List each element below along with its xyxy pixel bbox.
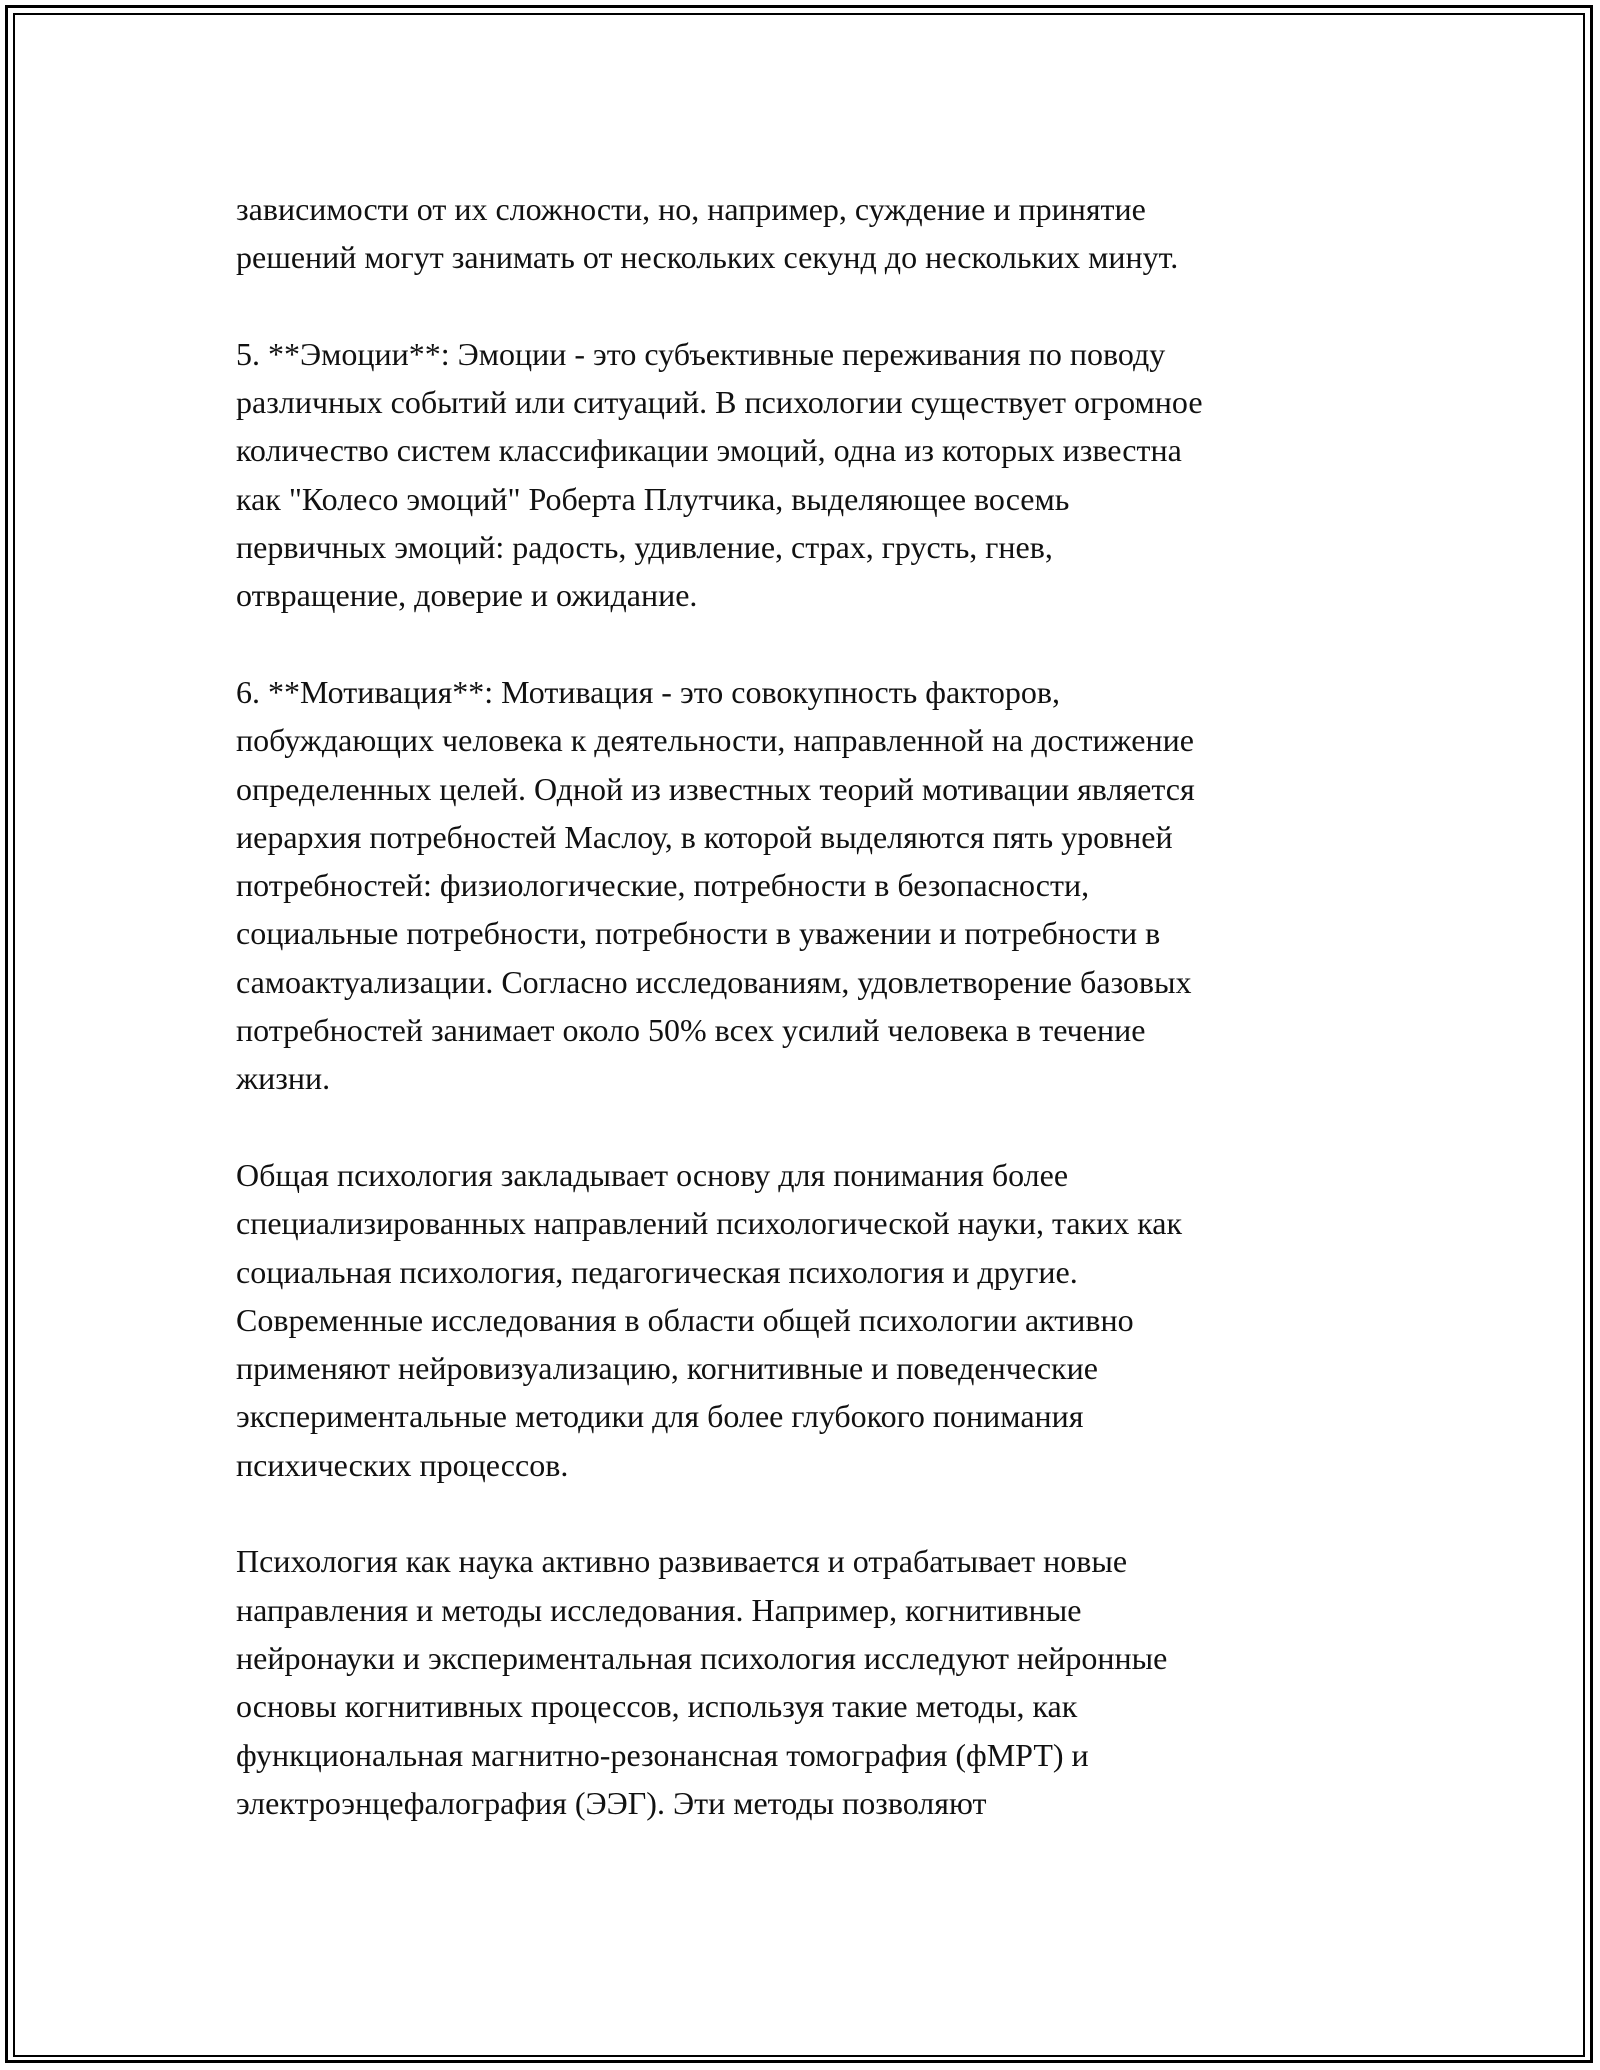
text-line: специализированных направлений психологической науки, таких как xyxy=(236,1205,1183,1242)
text-line: первичных эмоций: радость, удивление, страх, грусть, гнев, xyxy=(236,529,1053,566)
text-line: зависимости от их сложности, но, например, суждение и принятие xyxy=(236,191,1146,227)
text-line: Общая психология закладывает основу для понимания более xyxy=(236,1156,1069,1193)
text-line: побуждающих человека к деятельности, направленной на достижение xyxy=(236,722,1194,759)
text-line: электроэнцефалография (ЭЭГ). Эти методы позволяют xyxy=(236,1784,987,1821)
text-line: потребностей занимает около 50% всех усилий человека в течение xyxy=(236,1012,1146,1049)
text-line: жизни. xyxy=(236,1060,331,1097)
text-line: отвращение, доверие и ожидание. xyxy=(236,577,698,614)
text-line: функциональная магнитно-резонансная томография (фМРТ) и xyxy=(236,1736,1089,1773)
text-line: самоактуализации. Согласно исследованиям, удовлетворение базовых xyxy=(236,963,1192,1000)
text-line: основы когнитивных процессов, используя такие методы, как xyxy=(236,1688,1078,1725)
text-line: определенных целей. Одной из известных теорий мотивации является xyxy=(236,770,1195,807)
text-line: потребностей: физиологические, потребности в безопасности, xyxy=(236,867,1090,904)
text-line: как "Колесо эмоций" Роберта Плутчика, выделяющее восемь xyxy=(236,480,1070,517)
text-line: направления и методы исследования. Например, когнитивные xyxy=(236,1591,1082,1628)
text-line: Современные исследования в области общей психологии активно xyxy=(236,1301,1134,1338)
text-line: экспериментальные методики для более глубокого понимания xyxy=(236,1398,1084,1435)
paragraph-continuation xyxy=(236,185,1386,282)
document-page xyxy=(236,185,1386,1827)
text-line: социальная психология, педагогическая психология и другие. xyxy=(236,1253,1078,1290)
text-line: психических процессов. xyxy=(236,1446,569,1483)
paragraph-emotions xyxy=(236,330,1386,620)
text-line: 6. **Мотивация**: Мотивация - это совокупность факторов, xyxy=(236,673,1060,710)
text-line: иерархия потребностей Маслоу, в которой выделяются пять уровней xyxy=(236,818,1173,855)
paragraph-general-psychology xyxy=(236,1151,1386,1489)
text-line: 5. **Эмоции**: Эмоции - это субъективные переживания по поводу xyxy=(236,335,1166,372)
text-line: количество систем классификации эмоций, одна из которых известна xyxy=(236,432,1182,469)
text-line: Психология как наука активно развивается и отрабатывает новые xyxy=(236,1543,1128,1580)
text-line: социальные потребности, потребности в уважении и потребности в xyxy=(236,915,1161,952)
paragraph-motivation xyxy=(236,668,1386,1103)
text-line: применяют нейровизуализацию, когнитивные и поведенческие xyxy=(236,1350,1098,1387)
text-line: различных событий или ситуаций. В психологии существует огромное xyxy=(236,384,1203,421)
text-line: решений могут занимать от нескольких секунд до нескольких минут. xyxy=(236,239,1179,276)
text-line: нейронауки и экспериментальная психология исследуют нейронные xyxy=(236,1639,1168,1676)
paragraph-psychology-science xyxy=(236,1537,1386,1827)
